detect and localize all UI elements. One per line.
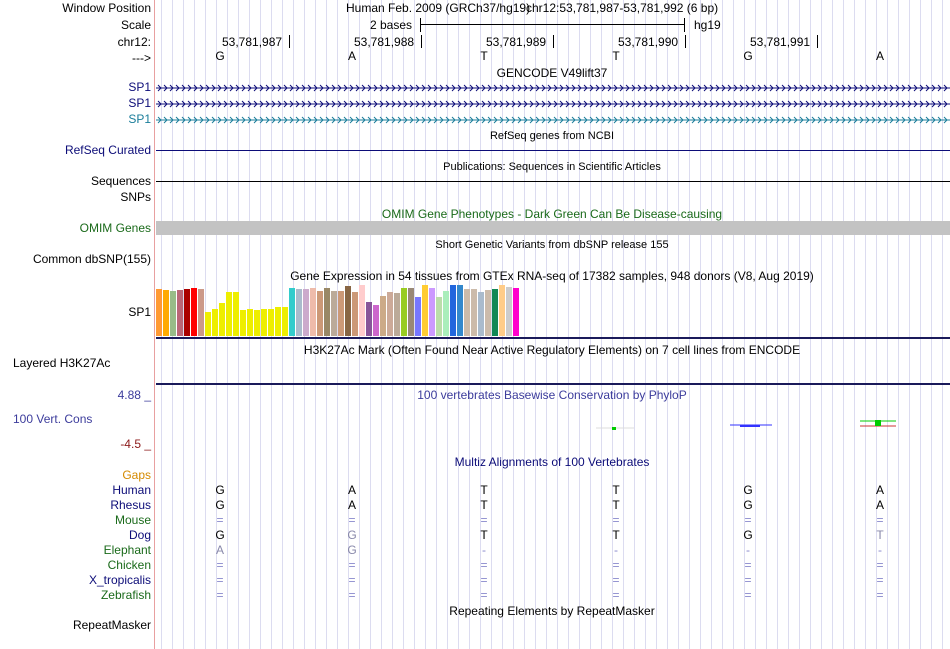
gtex-tissue-bar[interactable] [205, 312, 211, 336]
species-label-zebrafish: Zebrafish [100, 588, 151, 602]
track-label-sequences[interactable]: Sequences [90, 174, 151, 188]
alignment-base: T [480, 498, 488, 512]
gtex-tissue-bar[interactable] [492, 289, 498, 336]
track-label-repeatmasker[interactable]: RepeatMasker [72, 618, 151, 632]
alignment-base: G [743, 498, 753, 512]
gtex-tissue-bar[interactable] [219, 303, 225, 336]
gtex-tissue-bar[interactable] [380, 296, 386, 336]
track-label-omim[interactable]: OMIM Genes [79, 221, 151, 235]
gtex-tissue-bar[interactable] [275, 307, 281, 336]
gtex-tissue-bar[interactable] [261, 309, 267, 336]
gtex-tissue-bar[interactable] [345, 286, 351, 336]
gencode-features[interactable] [156, 80, 950, 126]
track-label-phylop[interactable]: 100 Vert. Cons [13, 412, 93, 426]
coord-4: 53,781,990 [618, 35, 679, 49]
alignment-base: = [348, 573, 356, 587]
scale-text: 2 bases [370, 18, 413, 32]
repeatmasker-title: Repeating Elements by RepeatMasker [449, 604, 655, 618]
gtex-tissue-bar[interactable] [513, 288, 519, 336]
assembly-text: Human Feb. 2009 (GRCh37/hg19) [346, 1, 531, 15]
alignment-base: - [482, 543, 486, 557]
alignment-base: = [348, 513, 356, 527]
alignment-base: = [480, 513, 488, 527]
alignment-base: = [216, 513, 224, 527]
gtex-tissue-bar[interactable] [303, 289, 309, 336]
gtex-tissue-bar[interactable] [296, 289, 302, 336]
phylop-mark-2 [740, 425, 760, 427]
h3k27ac-title: H3K27Ac Mark (Often Found Near Active Regulatory Elements) on 7 cell lines from ENCODE [303, 343, 801, 357]
gencode-title: GENCODE V49lift37 [496, 66, 608, 80]
gtex-tissue-bar[interactable] [282, 307, 288, 336]
gtex-tissue-bar[interactable] [471, 289, 477, 336]
gtex-tissue-bar[interactable] [401, 288, 407, 336]
gtex-tissue-bar[interactable] [310, 288, 316, 336]
alignment-base: = [876, 513, 884, 527]
track-label-snps[interactable]: SNPs [120, 190, 151, 204]
gtex-tissue-bar[interactable] [359, 285, 365, 336]
base-3: T [480, 49, 488, 63]
gtex-tissue-bar[interactable] [170, 291, 176, 336]
alignment-base: G [215, 483, 225, 497]
phylop-plot[interactable] [156, 415, 950, 435]
coord-1: 53,781,987 [222, 35, 283, 49]
gtex-tissue-bar[interactable] [331, 291, 337, 336]
species-label-human: Human [112, 483, 151, 497]
coord-tick-5 [817, 35, 818, 48]
gtex-tissue-bar[interactable] [394, 293, 400, 336]
omim-title: OMIM Gene Phenotypes - Dark Green Can Be Disease-causing [381, 207, 723, 221]
gtex-title: Gene Expression in 54 tissues from GTEx RNA-seq of 17382 samples, 948 donors (V8, Aug 2019) [290, 269, 814, 283]
alignment-base: A [347, 483, 357, 497]
alignment-base: = [612, 573, 620, 587]
multiz-title: Multiz Alignments of 100 Vertebrates [454, 455, 650, 469]
gtex-tissue-bar[interactable] [226, 292, 232, 336]
pubs-title: Publications: Sequences in Scientific Articles [443, 161, 661, 173]
alignment-base: = [876, 588, 884, 602]
gtex-tissue-bar[interactable] [415, 297, 421, 336]
track-label-gaps[interactable]: Gaps [122, 468, 151, 482]
species-label-chicken: Chicken [107, 558, 151, 572]
gtex-tissue-bar[interactable] [450, 285, 456, 336]
window-position-label: Window Position [62, 1, 151, 15]
base-6: A [875, 49, 885, 63]
alignment-base: G [347, 543, 357, 557]
gtex-tissue-bar[interactable] [233, 292, 239, 336]
gtex-tissue-bar[interactable] [254, 310, 260, 336]
gtex-tissue-bar[interactable] [163, 290, 169, 336]
alignment-base: T [612, 483, 620, 497]
alignment-base: A [347, 498, 357, 512]
gtex-tissue-bar[interactable] [198, 289, 204, 336]
alignment-base: A [215, 543, 225, 557]
coord-tick-4 [685, 35, 686, 48]
gtex-tissue-bar[interactable] [464, 289, 470, 336]
gtex-tissue-bar[interactable] [443, 291, 449, 336]
alignment-base: = [480, 588, 488, 602]
gtex-bars[interactable] [156, 285, 536, 336]
alignment-base: T [612, 528, 620, 542]
gtex-tissue-bar[interactable] [506, 287, 512, 336]
gtex-tissue-bar[interactable] [317, 291, 323, 336]
alignment-base: G [347, 528, 357, 542]
phylop-title: 100 vertebrates Basewise Conservation by PhyloP [417, 388, 687, 402]
alignment-base: = [612, 588, 620, 602]
gtex-tissue-bar[interactable] [212, 309, 218, 336]
base-4: T [612, 49, 620, 63]
multiz-alignment[interactable] [156, 483, 950, 608]
alignment-base: = [744, 573, 752, 587]
gtex-tissue-bar[interactable] [191, 288, 197, 336]
base-5: G [743, 49, 753, 63]
species-label-dog: Dog [128, 528, 151, 542]
species-label-mouse: Mouse [114, 513, 151, 527]
gtex-tissue-bar[interactable] [247, 309, 253, 336]
alignment-base: T [612, 498, 620, 512]
gtex-tissue-bar[interactable] [156, 289, 162, 336]
base-1: G [215, 49, 225, 63]
alignment-base: = [216, 558, 224, 572]
gtex-tissue-bar[interactable] [352, 292, 358, 336]
gtex-tissue-bar[interactable] [240, 310, 246, 336]
track-label-gtex[interactable]: SP1 [128, 305, 151, 319]
coord-tick-3 [553, 35, 554, 48]
phylop-max-label: 4.88 _ [117, 388, 151, 402]
gtex-tissue-bar[interactable] [387, 292, 393, 336]
track-label-refseq[interactable]: RefSeq Curated [64, 143, 151, 157]
pubs-feature[interactable] [156, 181, 950, 182]
alignment-base: = [612, 558, 620, 572]
alignment-base: = [876, 573, 884, 587]
alignment-base: = [744, 588, 752, 602]
phylop-min-label: -4.5 _ [120, 437, 151, 451]
alignment-base: A [875, 498, 885, 512]
gtex-tissue-bar[interactable] [499, 285, 505, 336]
base-2: A [347, 49, 357, 63]
alignment-base: A [875, 483, 885, 497]
alignment-base: - [614, 543, 618, 557]
gtex-tissue-bar[interactable] [408, 288, 414, 336]
alignment-base: = [480, 558, 488, 572]
position-text: chr12:53,781,987-53,781,992 (6 bp) [526, 1, 719, 15]
dbsnp-title: Short Genetic Variants from dbSNP release 155 [435, 239, 669, 251]
gtex-tissue-bar[interactable] [268, 309, 274, 336]
gtex-tissue-bar[interactable] [184, 289, 190, 336]
track-label-gencode-3[interactable]: SP1 [128, 112, 151, 126]
coord-tick-1 [289, 35, 290, 48]
gtex-tissue-bar[interactable] [485, 290, 491, 336]
phylop-mark-3 [875, 420, 881, 426]
gtex-tissue-bar[interactable] [338, 291, 344, 336]
alignment-base: - [878, 543, 882, 557]
coord-tick-2 [421, 35, 422, 48]
alignment-base: G [743, 483, 753, 497]
h3k27ac-baseline [156, 383, 950, 385]
label-divider [154, 0, 155, 649]
scale-bar [420, 18, 685, 32]
track-image[interactable] [156, 0, 950, 649]
gtex-tissue-bar[interactable] [366, 302, 372, 336]
gtex-tissue-bar[interactable] [436, 297, 442, 336]
gtex-tissue-bar[interactable] [478, 292, 484, 336]
coord-2: 53,781,988 [354, 35, 415, 49]
gtex-tissue-bar[interactable] [177, 290, 183, 336]
strand-label: ---> [132, 51, 151, 65]
gtex-bottom-line [156, 337, 950, 339]
gtex-tissue-bar[interactable] [289, 288, 295, 336]
alignment-base: = [612, 513, 620, 527]
phylop-mark-1 [612, 427, 616, 430]
gtex-tissue-bar[interactable] [429, 288, 435, 336]
omim-feature[interactable] [156, 221, 950, 235]
refseq-title: RefSeq genes from NCBI [489, 130, 615, 142]
alignment-base: = [876, 558, 884, 572]
track-label-h3k27ac[interactable]: Layered H3K27Ac [13, 356, 111, 370]
species-label-xtropicalis: X_tropicalis [88, 573, 151, 587]
chrom-label: chr12: [117, 35, 151, 49]
alignment-base: = [480, 573, 488, 587]
alignment-base: T [480, 483, 488, 497]
refseq-feature[interactable] [156, 150, 950, 151]
track-label-column [0, 0, 155, 649]
alignment-base: = [744, 558, 752, 572]
alignment-base: = [348, 558, 356, 572]
alignment-base: = [744, 513, 752, 527]
alignment-base: T [876, 528, 884, 542]
alignment-base: G [215, 528, 225, 542]
gtex-tissue-bar[interactable] [324, 288, 330, 336]
gtex-tissue-bar[interactable] [373, 305, 379, 336]
alignment-base: - [746, 543, 750, 557]
coord-3: 53,781,989 [486, 35, 547, 49]
species-label-rhesus: Rhesus [110, 498, 151, 512]
alignment-base: G [743, 528, 753, 542]
alignment-base: = [216, 588, 224, 602]
alignment-base: T [480, 528, 488, 542]
species-label-elephant: Elephant [103, 543, 151, 557]
track-label-dbsnp[interactable]: Common dbSNP(155) [32, 252, 151, 266]
alignment-base: = [216, 573, 224, 587]
scale-label: Scale [120, 18, 151, 32]
coord-5: 53,781,991 [750, 35, 811, 49]
alignment-base: G [215, 498, 225, 512]
track-label-gencode-1[interactable]: SP1 [128, 80, 151, 94]
db-text: hg19 [694, 18, 721, 32]
gtex-tissue-bar[interactable] [422, 285, 428, 336]
alignment-base: = [348, 588, 356, 602]
track-label-gencode-2[interactable]: SP1 [128, 96, 151, 110]
gtex-tissue-bar[interactable] [457, 285, 463, 336]
